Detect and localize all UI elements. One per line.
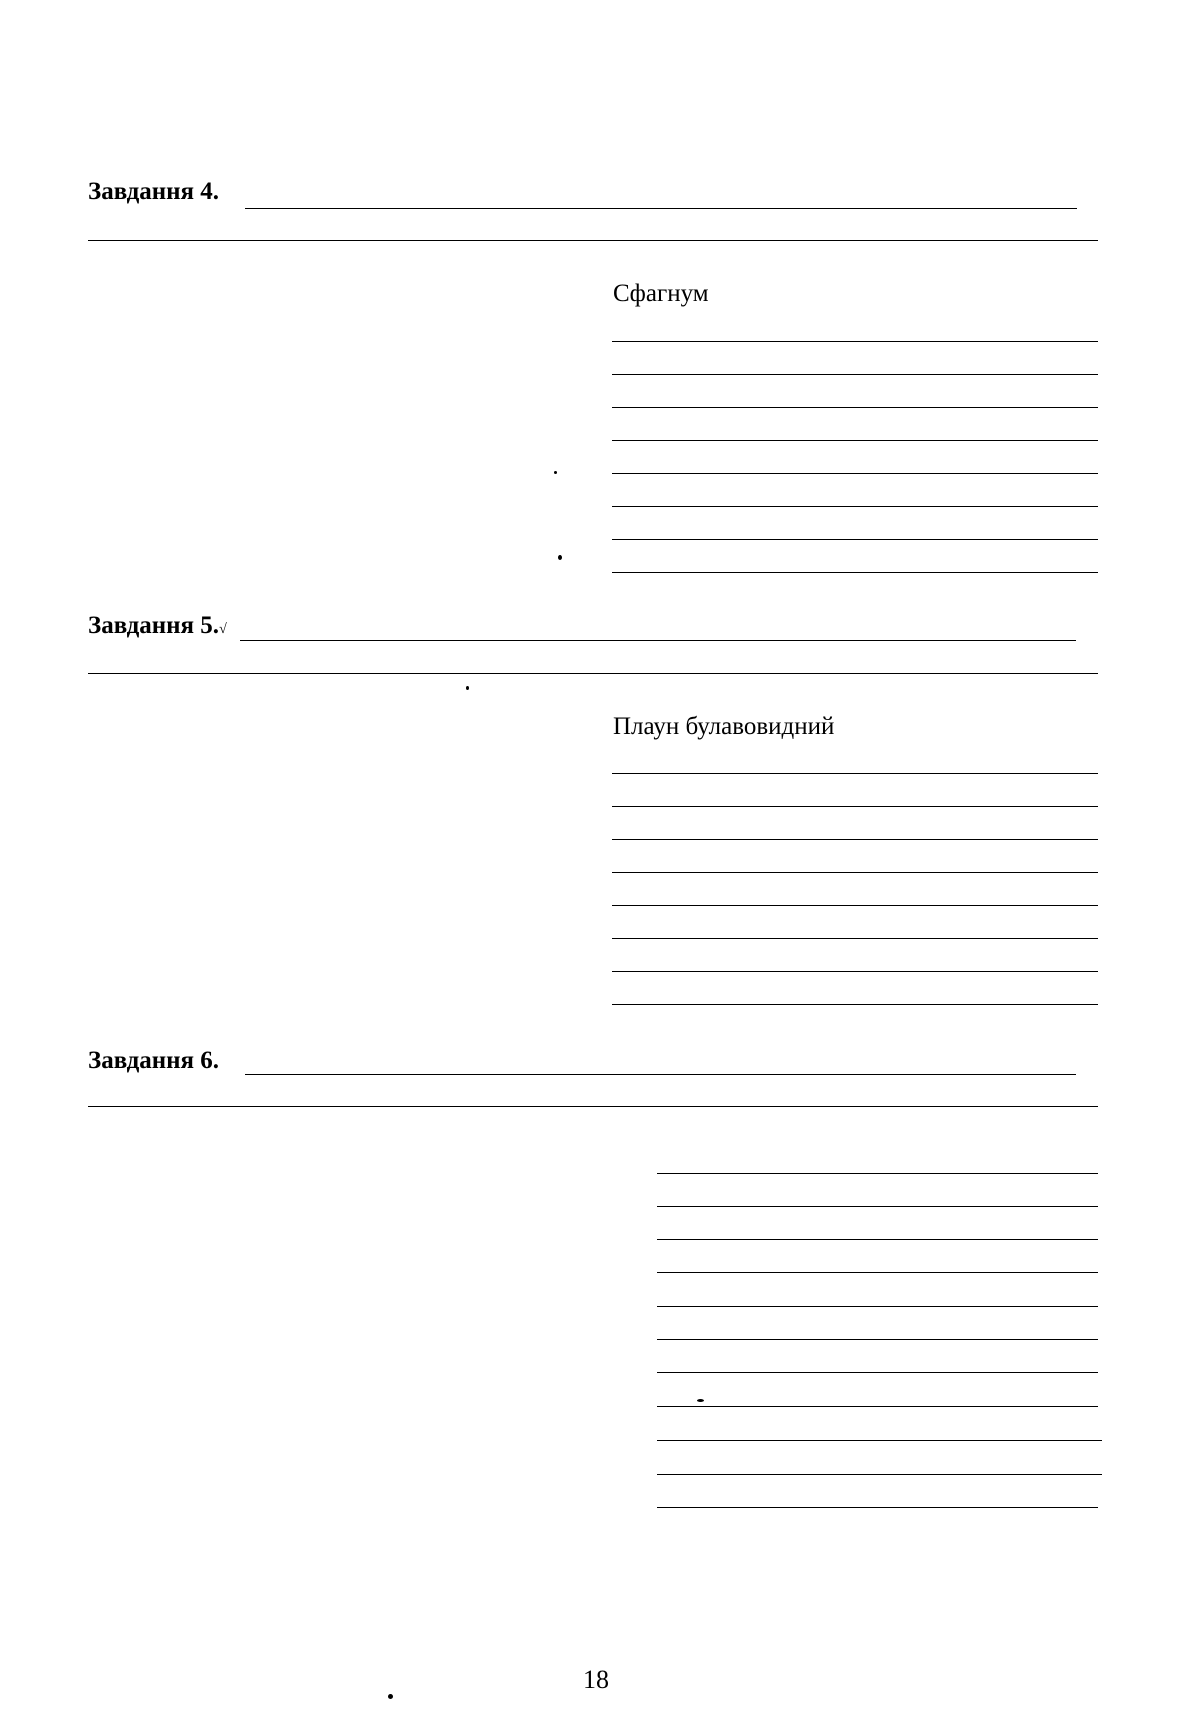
task-5-answer-line[interactable]	[612, 806, 1098, 807]
check-mark-icon: √	[219, 622, 227, 637]
scan-speck	[466, 686, 469, 690]
task-5-title-line[interactable]	[240, 640, 1076, 641]
task-6-answer-line[interactable]	[657, 1339, 1098, 1340]
task-4-answer-line[interactable]	[612, 341, 1098, 342]
task-4-title: Завдання 4.	[88, 178, 220, 205]
task-6-answer-line[interactable]	[657, 1173, 1098, 1174]
task-4-answer-line[interactable]	[612, 506, 1098, 507]
task-4-caption: Сфагнум	[613, 280, 709, 307]
task-5-title-text: Завдання 5.	[88, 612, 220, 639]
scan-speck	[558, 555, 562, 560]
scan-speck	[388, 1694, 393, 1699]
task-6-answer-line[interactable]	[657, 1507, 1098, 1508]
task-6-title: Завдання 6.	[88, 1047, 220, 1074]
task-5-answer-line[interactable]	[612, 1004, 1098, 1005]
task-5-answer-line[interactable]	[612, 872, 1098, 873]
scan-speck	[697, 1399, 704, 1402]
task-5-answer-line[interactable]	[612, 839, 1098, 840]
task-5-answer-line[interactable]	[612, 938, 1098, 939]
task-6-answer-line[interactable]	[657, 1372, 1098, 1373]
task-6-answer-line[interactable]	[657, 1440, 1102, 1441]
task-4-answer-line[interactable]	[612, 407, 1098, 408]
task-4-second-line[interactable]	[88, 240, 1098, 241]
task-4-answer-line[interactable]	[612, 539, 1098, 540]
task-6-answer-line[interactable]	[657, 1474, 1102, 1475]
task-4-title-line[interactable]	[245, 208, 1077, 209]
task-4-answer-line[interactable]	[612, 374, 1098, 375]
task-5-caption: Плаун булавовидний	[613, 713, 835, 740]
task-4-answer-line[interactable]	[612, 473, 1098, 474]
task-4-answer-line[interactable]	[612, 572, 1098, 573]
page-number: 18	[583, 1665, 609, 1694]
task-5-drawing-area[interactable]	[88, 690, 588, 1010]
task-4-drawing-area[interactable]	[88, 255, 588, 585]
task-5-second-line[interactable]	[88, 673, 1098, 674]
task-6-answer-line[interactable]	[657, 1306, 1098, 1307]
task-6-answer-line[interactable]	[657, 1239, 1098, 1240]
scan-speck	[554, 471, 557, 474]
task-5-title	[88, 612, 227, 644]
task-5-answer-line[interactable]	[612, 773, 1098, 774]
task-6-answer-line[interactable]	[657, 1206, 1098, 1207]
task-6-answer-line[interactable]	[657, 1272, 1098, 1273]
task-6-drawing-area[interactable]	[88, 1125, 628, 1525]
task-5-answer-line[interactable]	[612, 905, 1098, 906]
task-6-second-line[interactable]	[88, 1106, 1098, 1107]
task-6-title-line[interactable]	[245, 1074, 1076, 1075]
task-6-answer-line[interactable]	[657, 1406, 1098, 1407]
task-5-answer-line[interactable]	[612, 971, 1098, 972]
task-4-answer-line[interactable]	[612, 440, 1098, 441]
